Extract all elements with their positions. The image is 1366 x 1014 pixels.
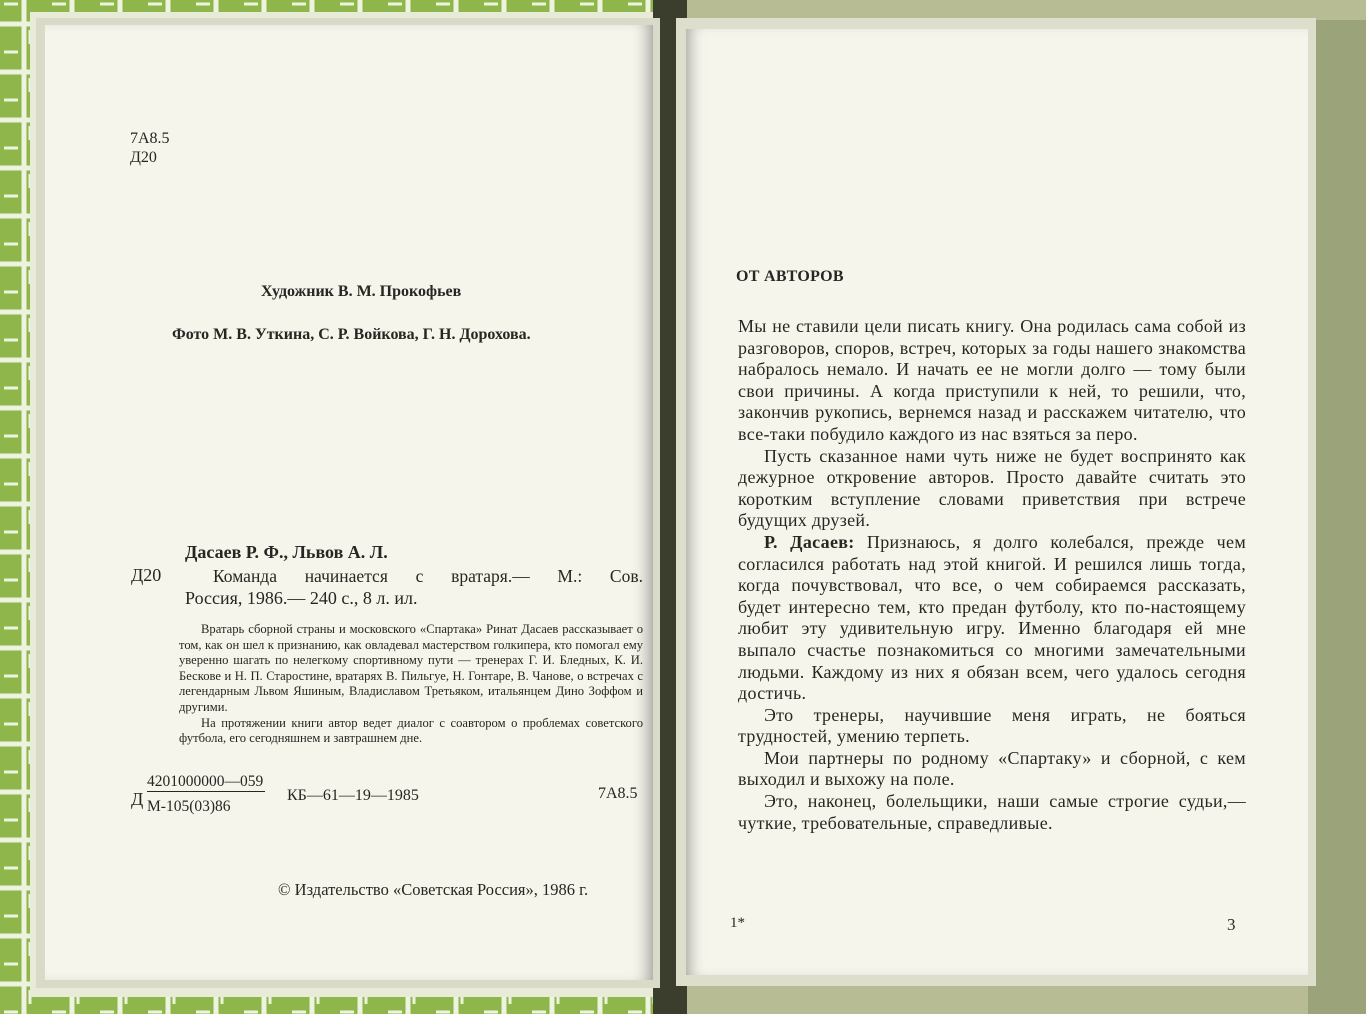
catalog-right-code: 7А8.5 bbox=[598, 785, 638, 802]
author-code: Д20 bbox=[130, 149, 157, 166]
signature-mark: 1* bbox=[730, 915, 745, 931]
catalog-denominator: М-105(03)86 bbox=[147, 798, 231, 815]
catalog-kb: КБ—61—19—1985 bbox=[287, 787, 419, 804]
foreword-para-3 bbox=[738, 532, 1246, 705]
foreword-para-6: Это, наконец, болельщики, наши самые строгие судьи,— чуткие, требовательные, справедливые. bbox=[738, 791, 1246, 833]
copyright-line: © Издательство «Советская Россия», 1986 г. bbox=[278, 880, 589, 899]
annotation bbox=[179, 622, 643, 747]
foreword-para-3-text: Признаюсь, я долго колебался, прежде чем согласился работать над этой книгой. И решился лишь тогда, когда почувствовал, что все, о чем собираемся рассказать, будет интересно тем, кто предан футболу, кто по-настоящему любит эту удивительную игру. Именно благодаря ей мне выпало счастье познакомиться со многими замечательными людьми. Каждому из них я обязан всем, чего удалось сегодня достичь. bbox=[738, 531, 1247, 704]
bib-margin-code: Д20 bbox=[131, 565, 162, 585]
foreword-para-5: Мои партнеры по родному «Спартаку» и сборной, с кем выходил и выхожу на поле. bbox=[738, 747, 1246, 790]
catalog-letter: Д bbox=[131, 789, 144, 809]
section-heading: ОТ АВТОРОВ bbox=[736, 268, 844, 285]
catalog-numerator: 4201000000—059 bbox=[147, 773, 264, 790]
annotation-para2: На протяжении книги автор ведет диалог с соавтором о проблемах советского футбола, его сегодняшнем и завтрашнем дне. bbox=[179, 715, 643, 746]
page-number: 3 bbox=[1227, 915, 1236, 934]
foreword-para-2: Пусть сказанное нами чуть ниже не будет воспринято как дежурное откровение авторов. Просто давайте считать это коротким вступление словами приветствия при встрече будущих друзей. bbox=[738, 445, 1246, 531]
class-code: 7А8.5 bbox=[130, 130, 170, 147]
annotation-para1: Вратарь сборной страны и московского «Спартака» Ринат Дасаев рассказывает о том, как он шел к признанию, как овладевал мастерством голкипера, кто помогал ему уверенно шагать по нелегкому спортивному пути — тренерах Г. И. Бледных, К. И. Бескове и Н. П. Старостине, вратарях В. Пильгуе, Н. Гонтаре, В. Чанове, о встречах с легендарным Львом Яшиным, Владиславом Третьяком, итальянцем Дино Зоффом и другими. bbox=[179, 622, 643, 714]
artist-credit: Художник В. М. Прокофьев bbox=[261, 283, 462, 300]
bib-authors: Дасаев Р. Ф., Львов А. Л. bbox=[185, 542, 388, 562]
foreword-para-4: Это тренеры, научившие меня играть, не бояться трудностей, умению терпеть. bbox=[738, 704, 1246, 747]
right-page bbox=[686, 29, 1308, 975]
foreword-para-1: Мы не ставили цели писать книгу. Она родилась сама собой из разговоров, споров, встреч, которых за годы нашего знакомства набралось немало. И начать ее не могли долго — тому были свои причины. А когда приступили к ней, то решили, что, закончив рукопись, вернемся назад и расскажем читателю, что все-таки побудило каждого из нас взяться за перо. bbox=[738, 316, 1246, 444]
bib-title-line1: Команда начинается с вратаря.— М.: Сов. bbox=[213, 566, 643, 586]
photo-credit: Фото М. В. Уткина, С. Р. Войкова, Г. Н. Дорохова. bbox=[172, 326, 531, 343]
foreword-text bbox=[738, 316, 1246, 834]
speaker-name: Р. Дасаев: bbox=[764, 531, 855, 552]
left-page bbox=[45, 25, 653, 980]
right-cover-edge bbox=[1308, 20, 1366, 1014]
bib-title-line2: Россия, 1986.— 240 с., 8 л. ил. bbox=[185, 588, 418, 608]
